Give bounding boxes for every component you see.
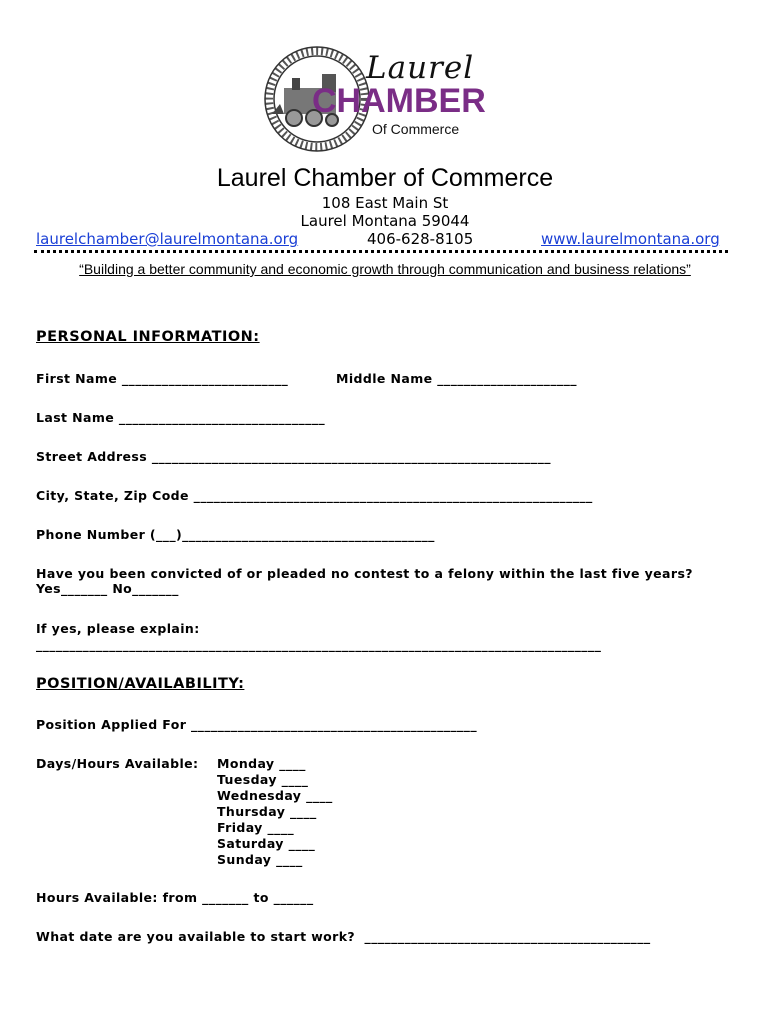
day-saturday-field[interactable]: Saturday ____ <box>217 836 316 851</box>
logo-chamber-text: CHAMBER <box>312 82 486 120</box>
days-hours-label: Days/Hours Available: <box>36 756 199 771</box>
day-wednesday-field[interactable]: Wednesday ____ <box>217 788 333 803</box>
day-sunday-field[interactable]: Sunday ____ <box>217 852 303 867</box>
email-link[interactable]: laurelchamber@laurelmontana.org <box>36 230 299 248</box>
hours-available-field[interactable]: Hours Available: from _______ to ______ <box>36 890 314 905</box>
logo-of-commerce-text: Of Commerce <box>372 121 460 137</box>
explain-field[interactable]: _____________________________________________________________________________________ <box>36 637 602 652</box>
start-date-field[interactable]: What date are you available to start work? ___________________________________________ <box>36 929 651 944</box>
first-name-field[interactable]: First Name _________________________ <box>36 371 289 386</box>
org-title: Laurel Chamber of Commerce <box>216 164 554 192</box>
logo-laurel-text: Laurel <box>366 50 475 86</box>
phone-field[interactable]: Phone Number (___)______________________________________ <box>36 527 435 542</box>
chamber-logo <box>262 44 492 154</box>
street-address-field[interactable]: Street Address ____________________________________________________________ <box>36 449 551 464</box>
felony-question: Have you been convicted of or pleaded no contest to a felony within the last five years? <box>36 566 693 581</box>
city-state-zip-field[interactable]: City, State, Zip Code ____________________________________________________________ <box>36 488 593 503</box>
website-link[interactable]: www.laurelmontana.org <box>541 230 720 248</box>
day-friday-field[interactable]: Friday ____ <box>217 820 295 835</box>
last-name-field[interactable]: Last Name _______________________________ <box>36 410 326 425</box>
felony-yes-no-field[interactable]: Yes_______ No_______ <box>36 581 179 596</box>
personal-info-heading: PERSONAL INFORMATION: <box>36 329 260 345</box>
day-thursday-field[interactable]: Thursday ____ <box>217 804 317 819</box>
explain-label: If yes, please explain: <box>36 621 200 636</box>
motto: “Building a better community and economic growth through communication and business relations” <box>79 261 691 277</box>
dotted-divider <box>34 250 728 253</box>
middle-name-field[interactable]: Middle Name _____________________ <box>336 371 577 386</box>
address-line-1: 108 East Main St <box>321 194 449 212</box>
position-heading: POSITION/AVAILABILITY: <box>36 676 245 692</box>
day-tuesday-field[interactable]: Tuesday ____ <box>217 772 309 787</box>
position-applied-field[interactable]: Position Applied For ___________________________________________ <box>36 717 477 732</box>
address-line-2: Laurel Montana 59044 <box>300 212 470 230</box>
day-monday-field[interactable]: Monday ____ <box>217 756 306 771</box>
phone-number: 406-628-8105 <box>367 230 474 248</box>
